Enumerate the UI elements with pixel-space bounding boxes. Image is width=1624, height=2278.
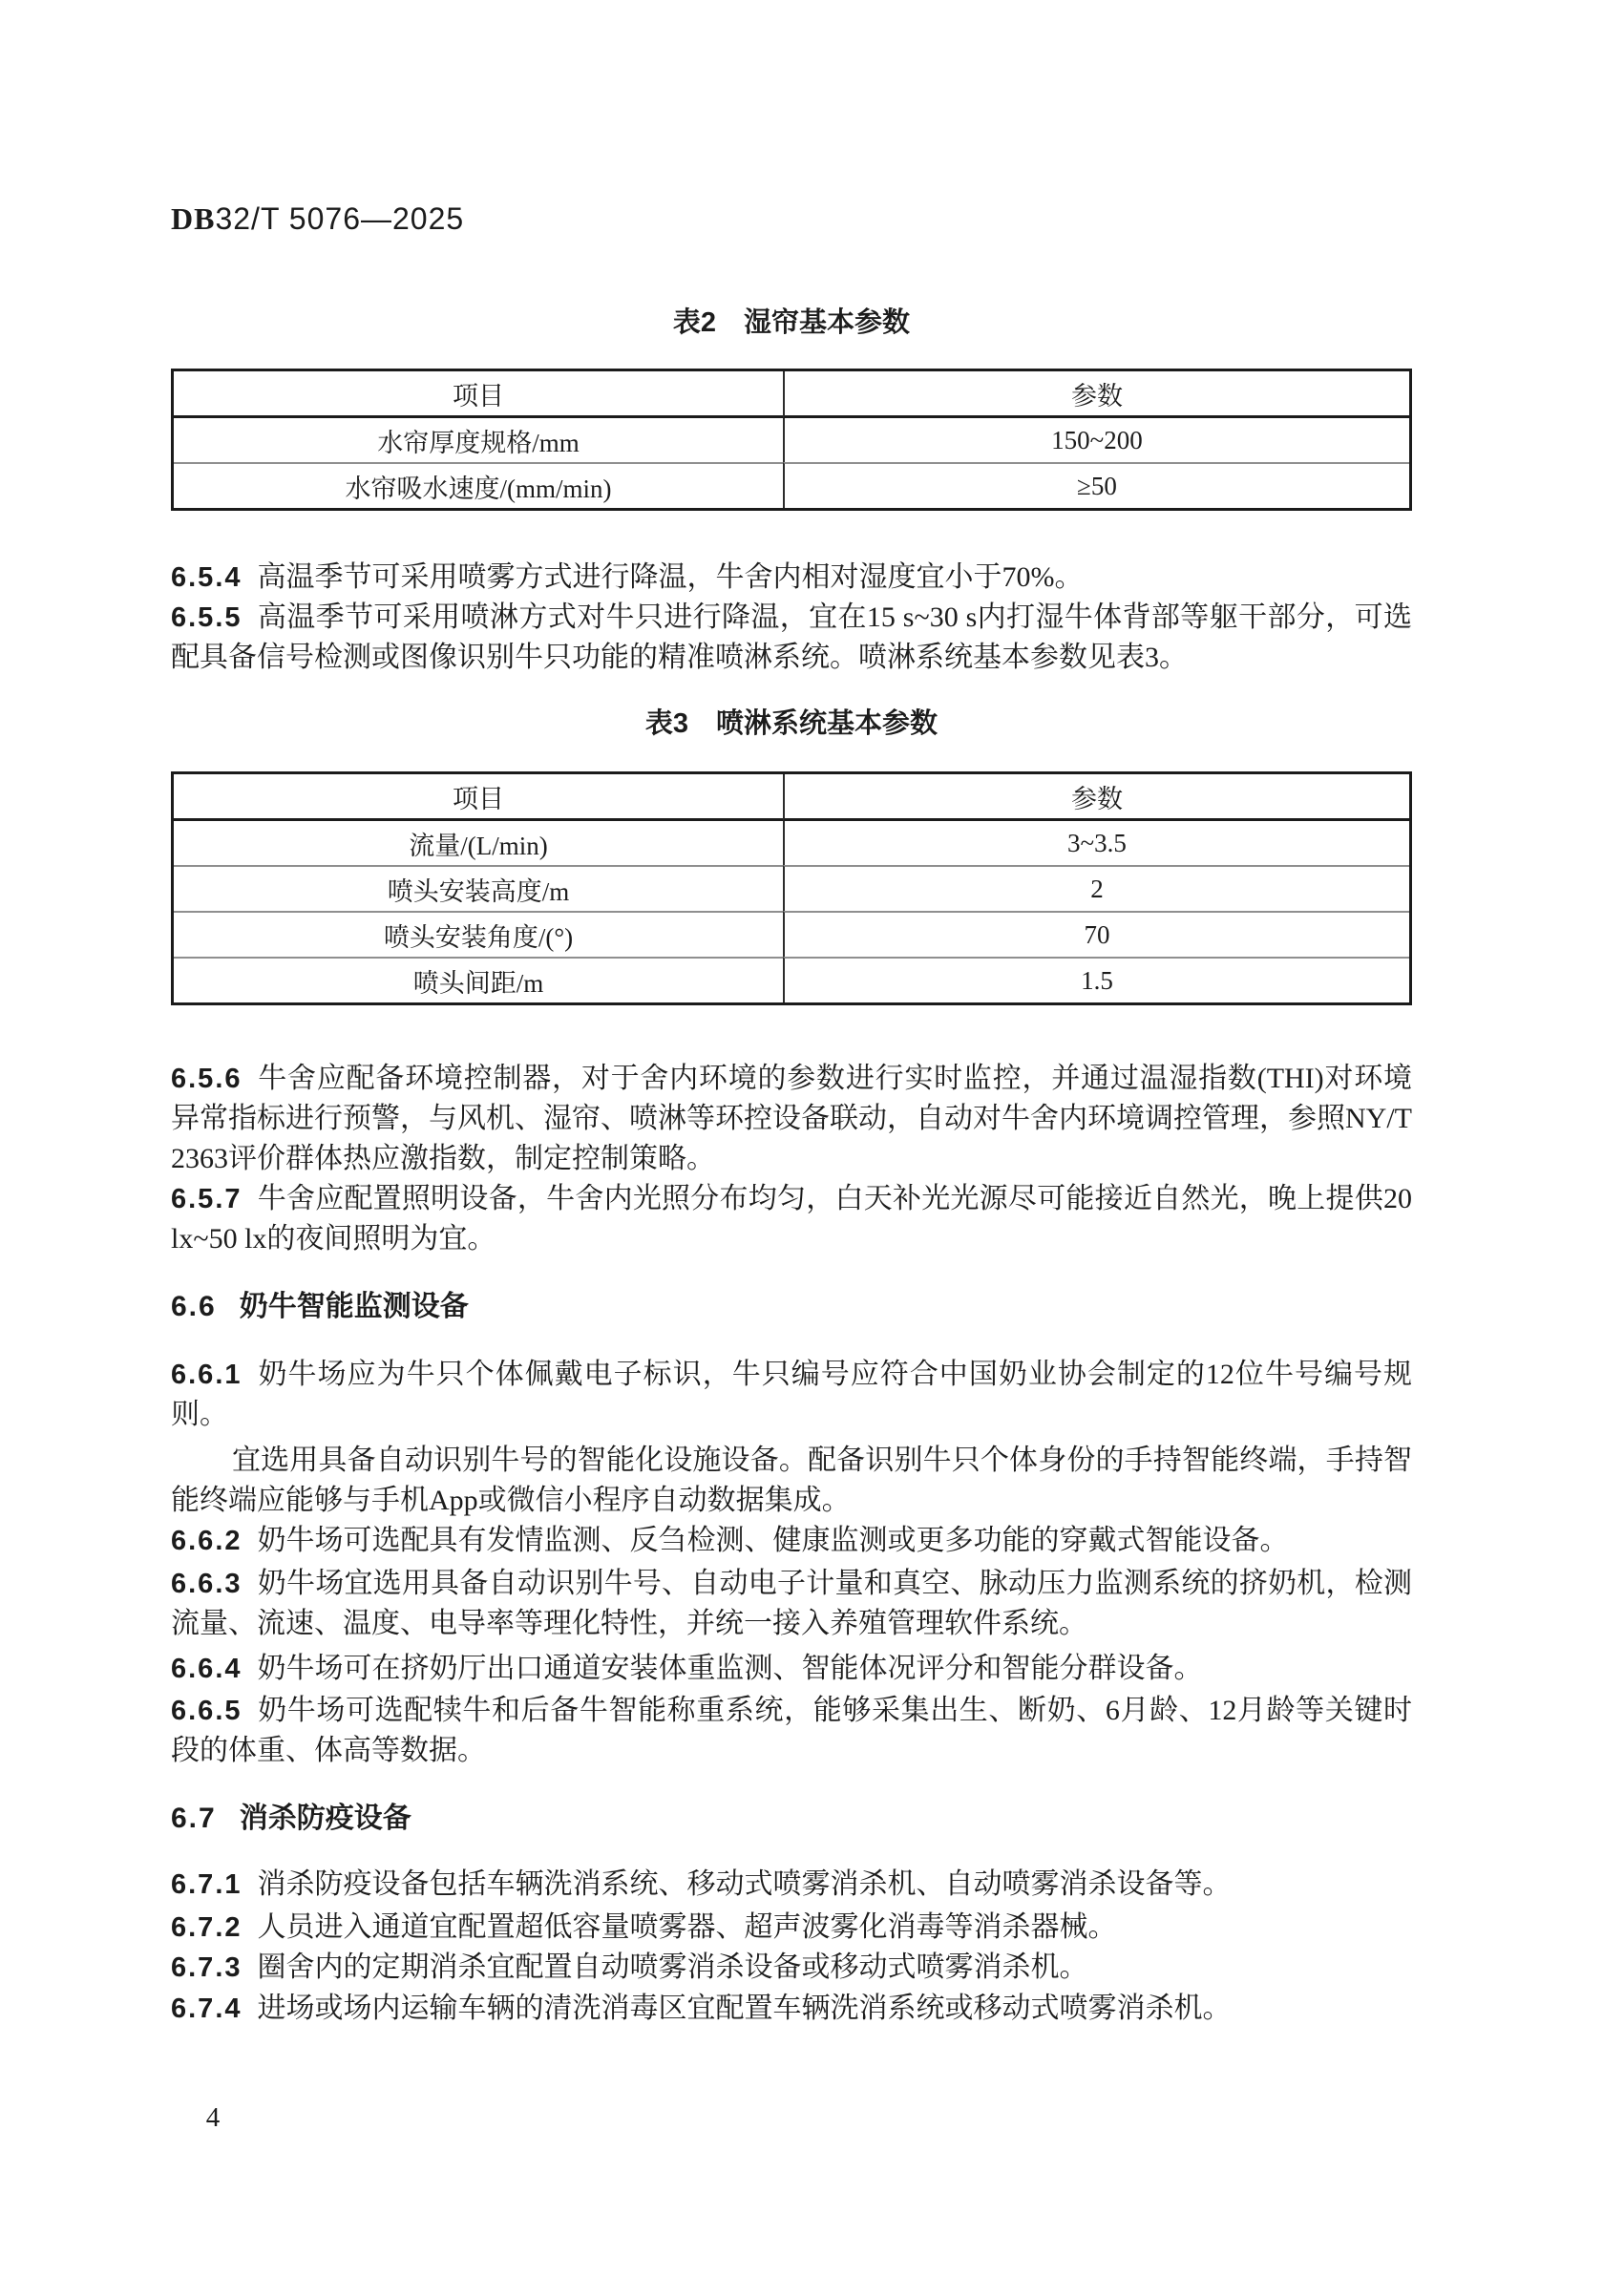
table2-caption: 表2 湿帘基本参数 bbox=[672, 307, 911, 338]
table3-spray-system-parameters bbox=[171, 771, 1412, 1005]
table-cell-value: 3~3.5 bbox=[783, 821, 1409, 865]
clause-6-6-2 bbox=[171, 1521, 1412, 1561]
clause-6-7-1 bbox=[171, 1865, 1412, 1905]
clause-text: 奶牛场宜选用具备自动识别牛号、自动电子计量和真空、脉动压力监测系统的挤奶机，检测流量、流速、温度、电导率等理化特性，并统一接入养殖管理软件系统。 bbox=[171, 1568, 1412, 1639]
table-row bbox=[174, 462, 1409, 508]
clause-number: 6.5.5 bbox=[171, 602, 243, 633]
clause-number: 6.7.1 bbox=[171, 1869, 243, 1900]
clause-6-5-6 bbox=[171, 1059, 1412, 1179]
table3-col-header-parameter: 参数 bbox=[783, 774, 1409, 821]
clause-number: 6.6.2 bbox=[171, 1526, 243, 1556]
clause-6-5-7 bbox=[171, 1179, 1412, 1259]
table2-wet-curtain-parameters bbox=[171, 369, 1412, 511]
section-title: 奶牛智能监测设备 bbox=[239, 1291, 469, 1322]
table-cell-item: 喷头间距/m bbox=[174, 957, 783, 1002]
clause-text: 奶牛场可选配犊牛和后备牛智能称重系统，能够采集出生、断奶、6月龄、12月龄等关键时段的体重、体高等数据。 bbox=[171, 1695, 1412, 1766]
clause-6-7-2 bbox=[171, 1908, 1412, 1948]
table3-col-header-item: 项目 bbox=[174, 774, 783, 821]
table-cell-item: 水帘厚度规格/mm bbox=[377, 428, 580, 457]
clause-text: 牛舍应配置照明设备，牛舍内光照分布均匀，白天补光光源尽可能接近自然光，晚上提供20 lx~50 lx的夜间照明为宜。 bbox=[171, 1183, 1412, 1255]
table-header-row bbox=[174, 774, 1409, 821]
table-row bbox=[174, 821, 1409, 865]
table-row bbox=[174, 865, 1409, 911]
paragraph-6-6-1-continuation: 宜选用具备自动识别牛号的智能化设施设备。配备识别牛只个体身份的手持智能终端，手持智能终端应能够与手机App或微信小程序自动数据集成。 bbox=[171, 1445, 1412, 1516]
table-cell-item: 水帘吸水速度/(mm/min) bbox=[174, 462, 783, 508]
table-cell-item: 流量/(L/min) bbox=[409, 831, 548, 860]
section-number: 6.6 bbox=[171, 1291, 217, 1322]
clause-6-6-3 bbox=[171, 1564, 1412, 1644]
clause-6-5-4 bbox=[171, 558, 1412, 598]
doc-code-number: 32/T 5076—2025 bbox=[215, 201, 465, 236]
doc-code bbox=[171, 202, 1412, 235]
section-heading-6-6 bbox=[171, 1289, 1412, 1325]
clause-number: 6.5.7 bbox=[171, 1184, 243, 1214]
section-title: 消杀防疫设备 bbox=[239, 1803, 411, 1834]
table3-caption: 表3 喷淋系统基本参数 bbox=[644, 708, 939, 739]
doc-code-prefix: DB bbox=[171, 201, 216, 236]
table-header-row bbox=[174, 371, 1409, 418]
clause-number: 6.6.3 bbox=[171, 1569, 243, 1599]
clause-text: 进场或场内运输车辆的清洗消毒区宜配置车辆洗消系统或移动式喷雾消杀机。 bbox=[257, 1993, 1232, 2024]
table-cell-value: 70 bbox=[783, 911, 1409, 957]
table-row bbox=[174, 418, 1409, 462]
clause-text: 牛舍应配备环境控制器，对于舍内环境的参数进行实时监控，并通过温湿指数(THI)对环境异常指标进行预警，与风机、湿帘、喷淋等环控设备联动，自动对牛舍内环境调控管理，参照NY/T 2363评价群体热应激指数，制定控制策略。 bbox=[171, 1063, 1412, 1174]
section-number: 6.7 bbox=[171, 1803, 217, 1834]
table2-col-header-parameter: 参数 bbox=[783, 371, 1409, 418]
clause-6-7-4 bbox=[171, 1989, 1412, 2029]
page-content bbox=[171, 0, 1412, 2029]
table-cell-item: 喷头安装角度/(°) bbox=[174, 911, 783, 957]
clause-6-7-3 bbox=[171, 1948, 1412, 1988]
clause-text: 高温季节可采用喷雾方式进行降温，牛舍内相对湿度宜小于70%。 bbox=[257, 561, 1084, 593]
table-cell-item: 喷头安装高度/m bbox=[174, 865, 783, 911]
clause-text: 奶牛场应为牛只个体佩戴电子标识，牛只编号应符合中国奶业协会制定的12位牛号编号规则。 bbox=[171, 1359, 1412, 1430]
clause-number: 6.7.2 bbox=[171, 1912, 243, 1943]
table-cell-value: 2 bbox=[783, 865, 1409, 911]
table-row bbox=[174, 957, 1409, 1002]
clause-6-5-5 bbox=[171, 598, 1412, 678]
clause-number: 6.6.1 bbox=[171, 1360, 243, 1390]
table-cell-value: ≥50 bbox=[783, 462, 1409, 508]
section-heading-6-7 bbox=[171, 1801, 1412, 1837]
clause-number: 6.5.4 bbox=[171, 562, 243, 593]
clause-number: 6.6.5 bbox=[171, 1696, 243, 1726]
clause-number: 6.5.6 bbox=[171, 1064, 243, 1094]
clause-text: 圈舍内的定期消杀宜配置自动喷雾消杀设备或移动式喷雾消杀机。 bbox=[257, 1951, 1088, 1983]
page-number: 4 bbox=[205, 2102, 221, 2133]
clause-number: 6.6.4 bbox=[171, 1654, 243, 1684]
clause-6-6-1 bbox=[171, 1355, 1412, 1435]
clause-text: 人员进入通道宜配置超低容量喷雾器、超声波雾化消毒等消杀器械。 bbox=[257, 1911, 1117, 1943]
table-row bbox=[174, 911, 1409, 957]
clause-text: 奶牛场可在挤奶厅出口通道安装体重监测、智能体况评分和智能分群设备。 bbox=[257, 1653, 1203, 1684]
clause-text: 消杀防疫设备包括车辆洗消系统、移动式喷雾消杀机、自动喷雾消杀设备等。 bbox=[257, 1868, 1232, 1900]
table2-col-header-item: 项目 bbox=[174, 371, 783, 418]
clause-number: 6.7.4 bbox=[171, 1993, 243, 2024]
clause-text: 奶牛场可选配具有发情监测、反刍检测、健康监测或更多功能的穿戴式智能设备。 bbox=[257, 1525, 1289, 1556]
table-cell-value: 150~200 bbox=[783, 418, 1409, 462]
clause-number: 6.7.3 bbox=[171, 1952, 243, 1983]
clause-6-6-5 bbox=[171, 1691, 1412, 1771]
clause-6-6-4 bbox=[171, 1649, 1412, 1689]
table-cell-value: 1.5 bbox=[783, 957, 1409, 1002]
clause-text: 高温季节可采用喷淋方式对牛只进行降温，宜在15 s~30 s内打湿牛体背部等躯干部分，可选配具备信号检测或图像识别牛只功能的精准喷淋系统。喷淋系统基本参数见表3。 bbox=[171, 601, 1412, 673]
